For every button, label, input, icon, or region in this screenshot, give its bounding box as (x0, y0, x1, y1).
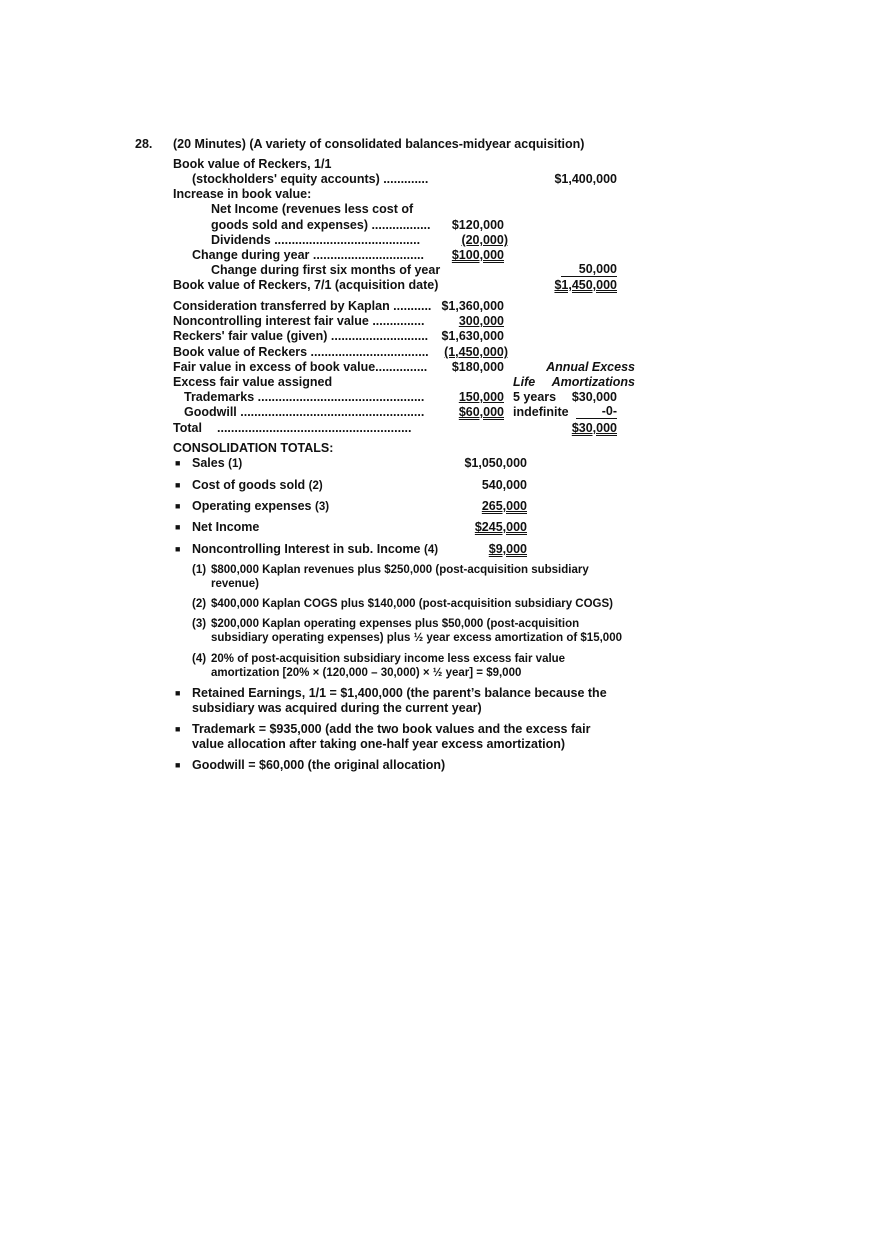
bv-amount: $100,000 (451, 248, 504, 262)
trademarks-amort: $30,000 (571, 390, 617, 404)
bv-amount: $120,000 (451, 218, 504, 232)
footnote-text: $800,000 Kaplan revenues plus $250,000 (post-acquisition subsidiary (211, 564, 589, 576)
total-leader: ........................................................ (217, 421, 412, 435)
bullet-icon: ■ (175, 724, 181, 734)
item-value: $1,050,000 (464, 456, 527, 470)
footnote-text: revenue) (211, 578, 259, 590)
footnote-number: (3) (192, 618, 207, 630)
annual-excess-header: Annual Excess (546, 360, 635, 374)
total-label: Total (173, 421, 202, 435)
bv-line: (stockholders' equity accounts) ............. (192, 172, 429, 186)
bv-line: Net Income (revenues less cost of (211, 202, 414, 216)
item-label: Noncontrolling Interest in sub. Income (192, 542, 421, 556)
footnote-text: subsidiary operating expenses) plus ½ year excess amortization of $15,000 (211, 632, 622, 644)
trademarks-value: 150,000 (458, 390, 504, 404)
life-header: Life (513, 375, 536, 389)
footnote-text: $200,000 Kaplan operating expenses plus $50,000 (post-acquisition (211, 618, 580, 630)
footnote-number: (2) (192, 598, 207, 610)
fv-label: Reckers' fair value (given) ............................ (173, 329, 429, 343)
item-value: $245,000 (474, 520, 527, 534)
bv-line: Change during first six months of year (211, 263, 441, 277)
fv-amount: (1,450,000) (444, 345, 508, 359)
bullet-icon: ■ (175, 480, 181, 490)
bv-line: Change during year ................................ (192, 248, 424, 262)
bv-line: Dividends .......................................... (211, 233, 421, 247)
goodwill-value: $60,000 (458, 405, 504, 419)
fv-amount: $1,630,000 (441, 329, 504, 343)
fv-label: Book value of Reckers .................................. (173, 345, 429, 359)
bullet-text: Goodwill = $60,000 (the original allocation) (192, 758, 446, 772)
item-label: Operating expenses (192, 499, 312, 513)
bv-amount: 50,000 (561, 262, 617, 277)
bullet-icon: ■ (175, 501, 181, 511)
bv-amount: $1,450,000 (554, 278, 617, 292)
bv-amount: $1,400,000 (554, 172, 617, 186)
bullet-icon: ■ (175, 544, 181, 554)
excess-assigned-header: Excess fair value assigned (173, 375, 333, 389)
footnote-number: (1) (192, 564, 207, 576)
item-note: (1) (228, 458, 243, 470)
consolidation-heading: CONSOLIDATION TOTALS: (173, 441, 334, 455)
bv-amount: (20,000) (461, 233, 508, 247)
item-label: Sales (192, 456, 225, 470)
footnote-text: 20% of post-acquisition subsidiary income less excess fair value (211, 653, 566, 665)
bullet-icon: ■ (175, 688, 181, 698)
fv-label: Noncontrolling interest fair value ............... (173, 314, 425, 328)
amortizations-header: Amortizations (551, 375, 635, 389)
item-note: (3) (314, 501, 330, 513)
item-label: Cost of goods sold (192, 478, 306, 492)
total-amort: $30,000 (571, 421, 617, 435)
bullet-text: value allocation after taking one-half year excess amortization) (192, 737, 566, 751)
item-label: Net Income (192, 520, 260, 534)
footnote-number: (4) (192, 653, 207, 665)
fv-amount: $1,360,000 (441, 299, 504, 313)
bullet-text: subsidiary was acquired during the current year) (192, 701, 482, 715)
item-note: (4) (423, 544, 439, 556)
footnote-text: amortization [20% × (120,000 – 30,000) × ½ year] = $9,000 (211, 667, 522, 679)
fv-amount: 300,000 (458, 314, 504, 328)
item-value: 540,000 (481, 478, 527, 492)
bullet-icon: ■ (175, 522, 181, 532)
trademarks-label: Trademarks ................................................ (184, 390, 425, 404)
bullet-text: Retained Earnings, 1/1 = $1,400,000 (the parent’s balance because the (192, 686, 607, 700)
bv-line: Book value of Reckers, 1/1 (173, 157, 332, 171)
item-value: $9,000 (488, 542, 527, 556)
item-note: (2) (308, 480, 323, 492)
problem-title: (20 Minutes) (A variety of consolidated balances-midyear acquisition) (173, 137, 585, 151)
problem-number: 28. (135, 137, 153, 151)
bv-line: Increase in book value: (173, 187, 312, 201)
goodwill-label: Goodwill ..................................................... (184, 405, 425, 419)
goodwill-life: indefinite (513, 405, 569, 419)
bullet-icon: ■ (175, 760, 181, 770)
goodwill-amort: -0- (576, 404, 617, 419)
bv-line: Book value of Reckers, 7/1 (acquisition date) (173, 278, 439, 292)
fv-amount: $180,000 (451, 360, 504, 374)
bullet-icon: ■ (175, 458, 181, 468)
footnote-text: $400,000 Kaplan COGS plus $140,000 (post-acquisition subsidiary COGS) (211, 598, 613, 610)
bv-line: goods sold and expenses) ................. (211, 218, 431, 232)
trademarks-life: 5 years (513, 390, 557, 404)
bullet-text: Trademark = $935,000 (add the two book values and the excess fair (192, 722, 591, 736)
fv-label: Consideration transferred by Kaplan ........... (173, 299, 432, 313)
item-value: 265,000 (481, 499, 527, 513)
fv-label: Fair value in excess of book value............... (173, 360, 428, 374)
